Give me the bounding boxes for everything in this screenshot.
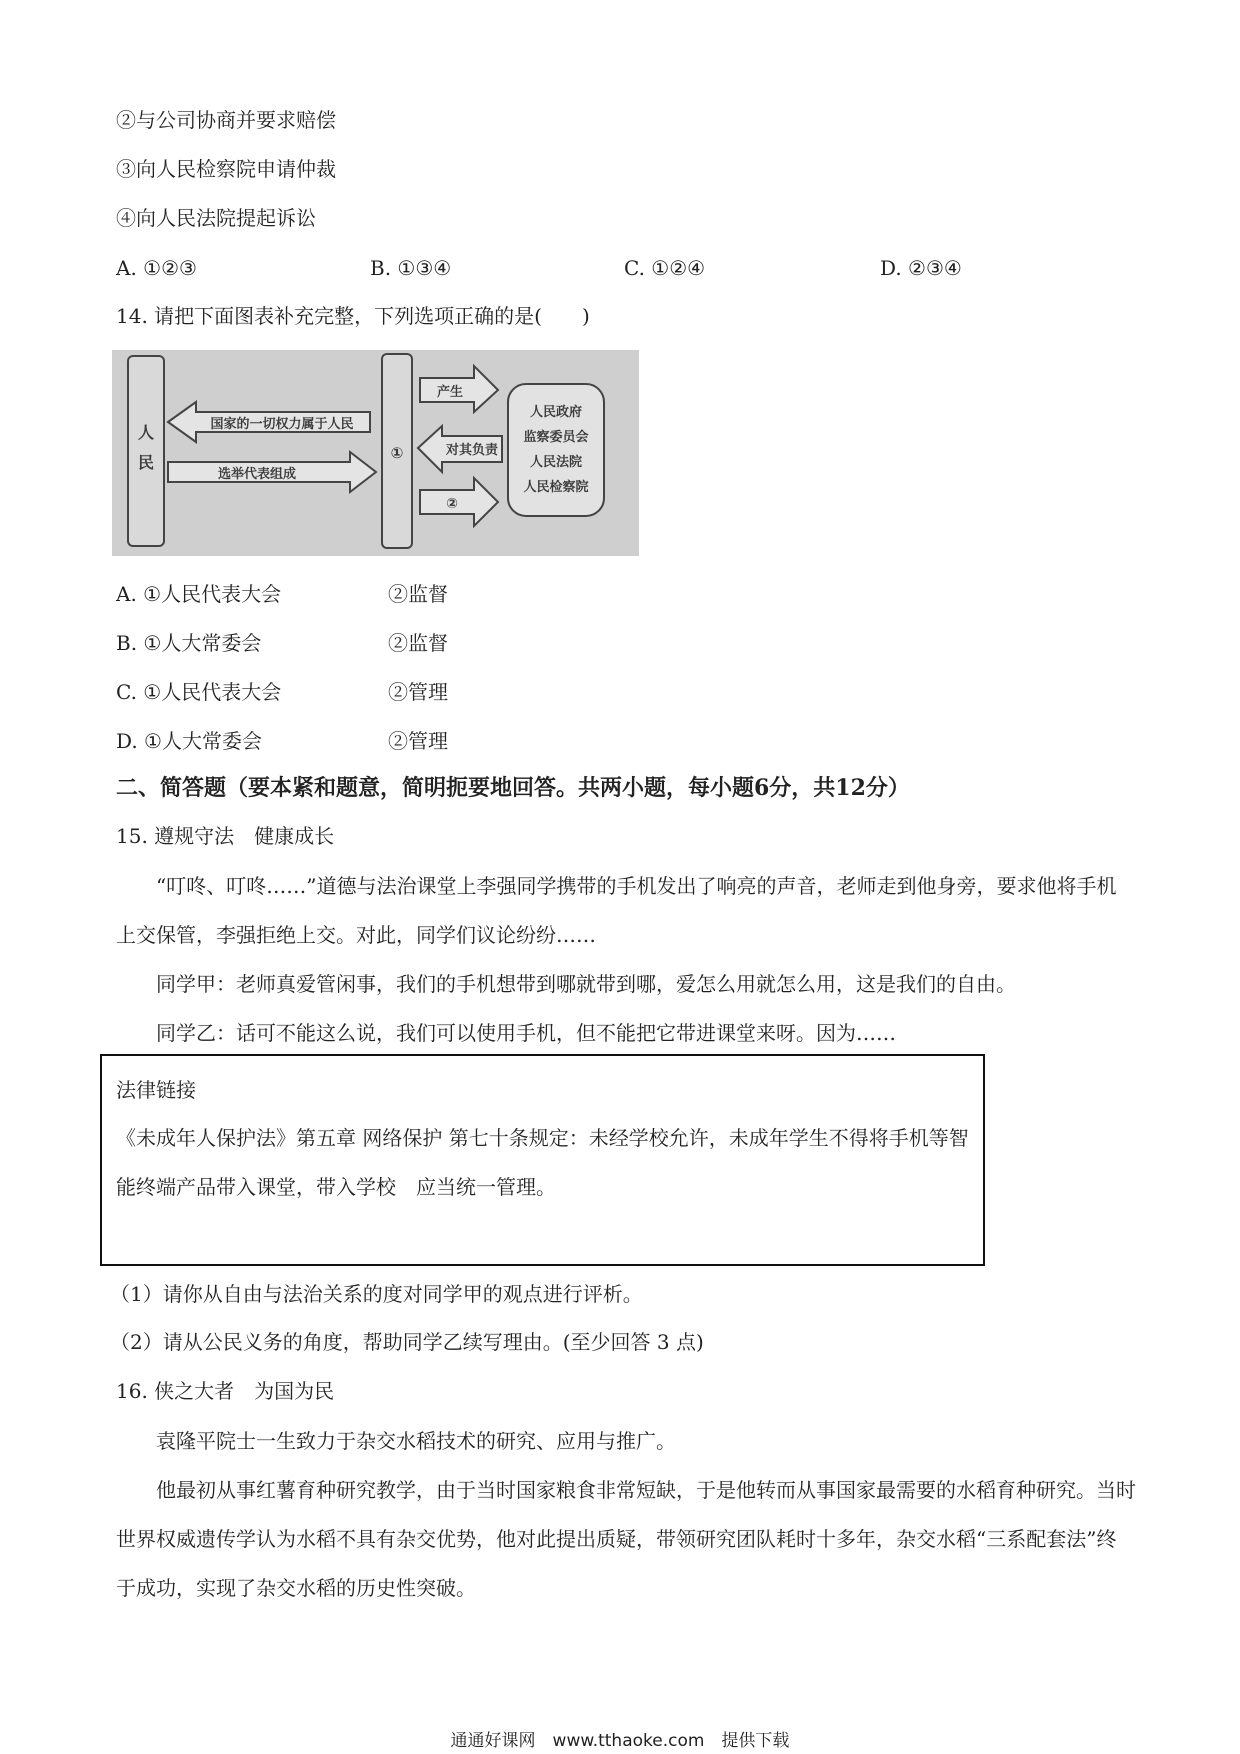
q14-option-b-2: ②监督 <box>388 631 448 655</box>
law-link-title: 法律链接 <box>116 1078 196 1102</box>
q14-option-a: A. ①人民代表大会 <box>116 582 282 606</box>
q15-student-jia: 同学甲：老师真爱管闲事，我们的手机想带到哪就带到哪，爱怎么用就怎么用，这是我们的自由。 <box>156 972 1016 996</box>
produce-label: 产生 <box>436 385 464 400</box>
arrow-left-label: 国家的一切权力属于人民 <box>210 417 354 432</box>
q14-option-d-2: ②管理 <box>388 729 448 753</box>
q14-diagram <box>112 350 639 556</box>
q14-option-c-2: ②管理 <box>388 680 448 704</box>
people-label-2: 民 <box>137 453 155 472</box>
organ-3: 人民法院 <box>529 455 583 470</box>
people-label-1: 人 <box>137 423 155 442</box>
organ-2: 监察委员会 <box>523 430 589 445</box>
law-link-box <box>100 1054 985 1266</box>
blank2-label: ② <box>446 496 458 512</box>
q13-option-c: C. ①②④ <box>624 256 706 280</box>
blank2-arrow <box>420 478 498 526</box>
organ-4: 人民检察院 <box>523 480 589 495</box>
q14-option-d: D. ①人大常委会 <box>116 729 262 753</box>
q13-option-d: D. ②③④ <box>880 256 962 280</box>
q15-sub2: （2）请从公民义务的角度，帮助同学乙续写理由。(至少回答 3 点) <box>110 1330 704 1354</box>
q13-item-2: ②与公司协商并要求赔偿 <box>116 108 336 132</box>
q13-option-b: B. ①③④ <box>370 256 452 280</box>
q14-stem: 14. 请把下面图表补充完整，下列选项正确的是( ) <box>116 304 590 328</box>
q16-paragraph-2: 他最初从事红薯育种研究教学，由于当时国家粮食非常短缺，于是他转而从事国家最需要的水稻育种研究。当时世界权威遗传学认为水稻不具有杂交优势，他对此提出质疑，带领研究团队耗时十多年，杂交水稻“三系配套法”终于成功，实现了杂交水稻的历史性突破。 <box>116 1478 1136 1600</box>
organ-1: 人民政府 <box>529 405 583 420</box>
q14-option-a-2: ②监督 <box>388 582 448 606</box>
law-link-text: 《未成年人保护法》第五章 网络保护 第七十条规定：未经学校允许，未成年学生不得将手机等智能终端产品带入课堂，带入学校 应当统一管理。 <box>116 1126 969 1199</box>
q15-sub1: （1）请你从自由与法治关系的度对同学甲的观点进行评析。 <box>110 1282 643 1306</box>
arrow-right-label: 选举代表组成 <box>217 467 297 482</box>
q14-option-c: C. ①人民代表大会 <box>116 680 282 704</box>
responsible-label: 对其负责 <box>445 443 499 458</box>
q16-title: 16. 侠之大者 为国为民 <box>116 1379 335 1403</box>
section2-title: 二、简答题（要本紧和题意，简明扼要地回答。共两小题，每小题6分，共12分） <box>116 775 910 801</box>
q16-paragraph-1: 袁隆平院士一生致力于杂交水稻技术的研究、应用与推广。 <box>156 1429 676 1453</box>
q13-item-4: ④向人民法院提起诉讼 <box>116 206 316 230</box>
q15-title: 15. 遵规守法 健康成长 <box>116 824 335 848</box>
page-footer: 通通好课网 www.tthaoke.com 提供下载 <box>450 1731 790 1751</box>
center-label: ① <box>390 444 404 462</box>
people-box <box>128 356 164 546</box>
q15-paragraph: “叮咚、叮咚……”道德与法治课堂上李强同学携带的手机发出了响亮的声音，老师走到他身旁，要求他将手机上交保管，李强拒绝上交。对此，同学们议论纷纷…… <box>116 874 1117 947</box>
organs-box <box>508 384 604 516</box>
q13-option-a: A. ①②③ <box>116 256 197 280</box>
q14-option-b: B. ①人大常委会 <box>116 631 262 655</box>
q15-student-yi: 同学乙：话可不能这么说，我们可以使用手机，但不能把它带进课堂来呀。因为…… <box>156 1021 896 1045</box>
q13-item-3: ③向人民检察院申请仲裁 <box>116 157 336 181</box>
